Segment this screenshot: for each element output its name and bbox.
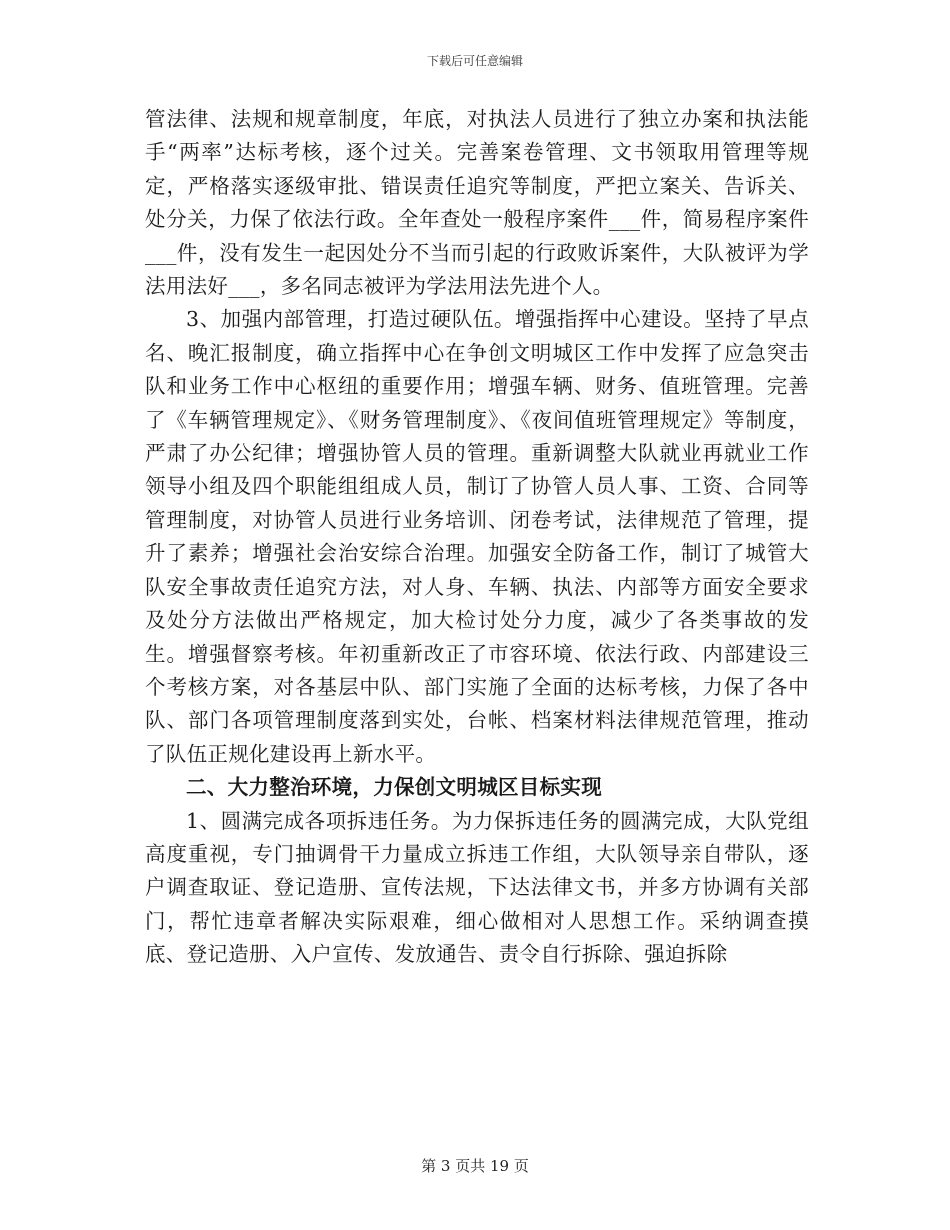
section-heading: 二、大力整治环境，力保创文明城区目标实现 xyxy=(186,775,602,800)
page-header: 下载后可任意编辑 xyxy=(426,54,523,68)
paragraph-law-enforcement: 管法律、法规和规章制度，年底，对执法人员进行了独立办案和执法能手“两率”达标考核，逐个过关。完善案卷管理、文书领取用管理等规定，严格落实逐级审批、错误责任追究等制度，严把立案关、告诉关、处分关，力保了依法行政。全年查处一般程序案件___件，简易程序案件___件，没有发生一起因处分不当而引起的行政败诉案件，大队被评为学法用法好___，多名同志被评为学法用法先进个人。 xyxy=(145,107,809,299)
document-body xyxy=(145,103,809,972)
page-footer: 第 3 页共 19 页 xyxy=(421,1157,529,1175)
paragraph-demolition-tasks: 1、圆满完成各项拆违任务。为力保拆违任务的圆满完成，大队党组高度重视，专门抽调骨干力量成立拆违工作组，大队领导亲自带队，逐户调查取证、登记造册、宣传法规，下达法律文书，并多方协调有关部门，帮忙违章者解决实际艰难，细心做相对人思想工作。采纳调查摸底、登记造册、入户宣传、发放通告、责令自行拆除、强迫拆除 xyxy=(145,808,809,967)
paragraph-internal-management: 3、加强内部管理，打造过硬队伍。增强指挥中心建设。坚持了早点名、晚汇报制度，确立指挥中心在争创文明城区工作中发挥了应急突击队和业务工作中心枢纽的重要作用；增强车辆、财务、值班管理。完善了《车辆管理规定》、《财务管理制度》、《夜间值班管理规定》等制度，严肃了办公纪律；增强协管人员的管理。重新调整大队就业再就业工作领导小组及四个职能组组成人员，制订了协管人员人事、工资、合同等管理制度，对协管人员进行业务培训、闭卷考试，法律规范了管理，提升了素养；增强社会治安综合治理。加强安全防备工作，制订了城管大队安全事故责任追究方法，对人身、车辆、执法、内部等方面安全要求及处分方法做出严格规定，加大检讨处分力度，减少了各类事故的发生。增强督察考核。年初重新改正了市容环境、依法行政、内部建设三个考核方案，对各基层中队、部门实施了全面的达标考核，力保了各中队、部门各项管理制度落到实处，台帐、档案材料法律规范管理，推动了队伍正规化建设再上新水平。 xyxy=(145,307,809,766)
